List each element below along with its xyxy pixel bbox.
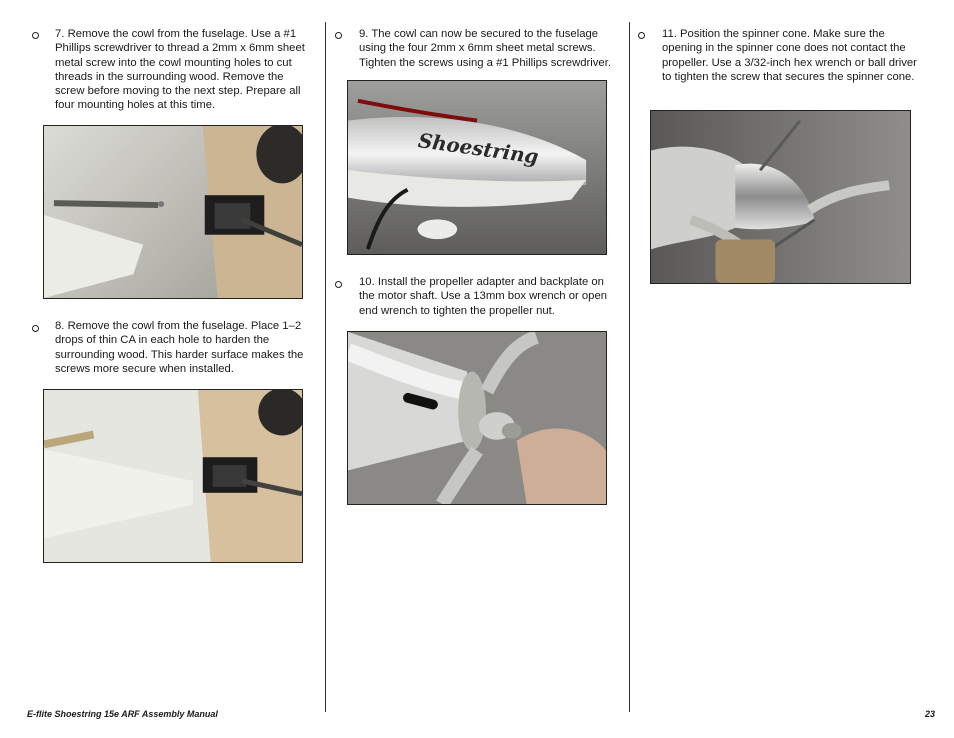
step-text: Install the propeller adapter and backplate on the motor shaft. Use a 13mm box wrench or open end wrench to tighten the propeller nut.	[359, 276, 608, 317]
step-9-photo	[347, 80, 607, 255]
checkbox-circle-icon[interactable]	[638, 32, 645, 39]
step-text: Position the spinner cone. Make sure the opening in the spinner cone does not contact the propeller. Use a 3/32-inch hex wrench or ball driver to tighten the screw that secures the spinner cone.	[662, 28, 917, 83]
step-7-photo	[43, 125, 303, 299]
checkbox-circle-icon[interactable]	[32, 32, 39, 39]
step-11	[662, 27, 920, 84]
step-number: 11.	[662, 28, 677, 40]
step-text: The cowl can now be secured to the fuselage using the four 2mm x 6mm sheet metal screws. Tighten the screws using a #1 Phillips screwdriver.	[359, 28, 611, 69]
step-text: Remove the cowl from the fuselage. Place 1–2 drops of thin CA in each hole to harden the surrounding wood. This harder surface makes the screws more secure when installed.	[55, 320, 304, 375]
column-divider-1	[325, 22, 326, 712]
step-7	[55, 27, 313, 113]
step-11-photo	[650, 110, 911, 284]
page-number: 23	[924, 709, 935, 719]
step-8-photo	[43, 389, 303, 563]
fuselage-lettering: Shoestring	[416, 128, 541, 169]
step-8	[55, 319, 313, 376]
step-text: Remove the cowl from the fuselage. Use a #1 Phillips screwdriver to thread a 2mm x 6mm sheet metal screw into the cowl mounting holes to cut threads in the surrounding wood. Remove the screw before moving to the next step. Prepare all four mounting holes at this time.	[55, 28, 305, 112]
step-10-photo	[347, 331, 607, 505]
checkbox-circle-icon[interactable]	[335, 32, 342, 39]
step-number: 10.	[359, 276, 375, 288]
checkbox-circle-icon[interactable]	[32, 325, 39, 332]
column-divider-2	[629, 22, 630, 712]
step-10	[359, 275, 617, 318]
checkbox-circle-icon[interactable]	[335, 281, 342, 288]
step-number: 8.	[55, 320, 65, 332]
step-9	[359, 27, 617, 70]
step-number: 9.	[359, 28, 369, 40]
footer-manual-title: E-flite Shoestring 15e ARF Assembly Manual	[27, 709, 218, 719]
step-number: 7.	[55, 28, 65, 40]
